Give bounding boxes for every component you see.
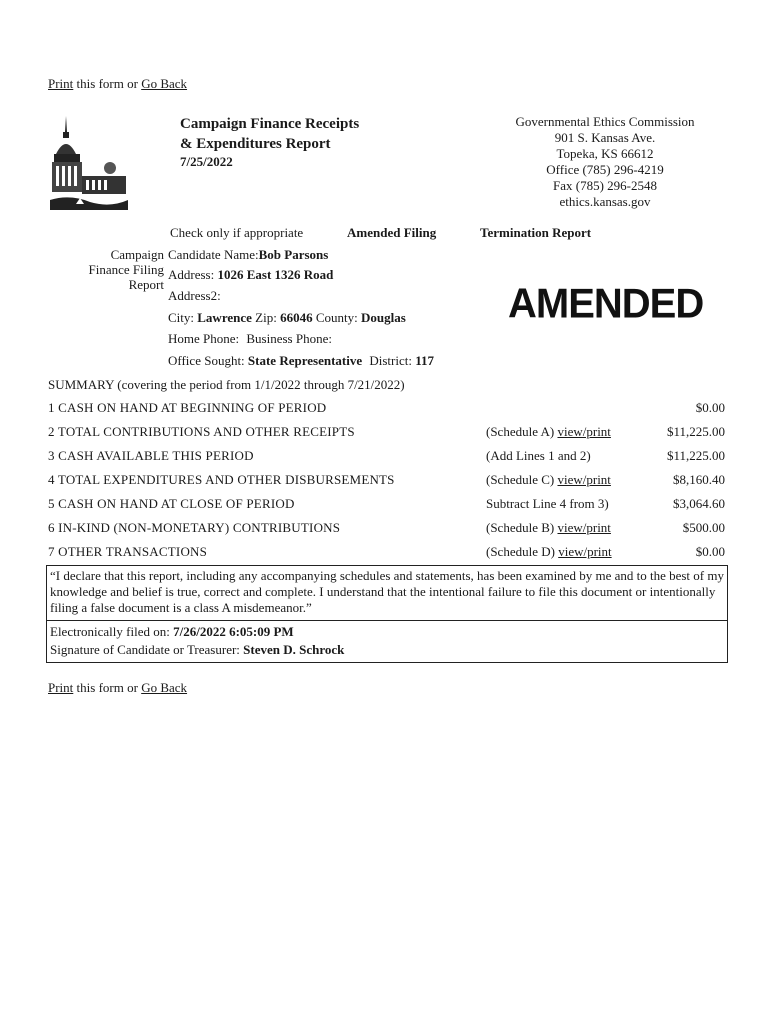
bottom-nav-middle-text: this form or (76, 680, 138, 695)
report-date: 7/25/2022 (180, 154, 233, 169)
bottom-print-form-link[interactable]: Print (48, 680, 74, 695)
office-sought-row (168, 353, 434, 369)
district-value: 117 (415, 353, 435, 368)
signature-row (50, 642, 344, 658)
summary-line-1-label: 1 CASH ON HAND AT BEGINNING OF PERIOD (48, 400, 327, 415)
schedule-d-view-print-link[interactable]: view/print (558, 544, 612, 559)
summary-line-5-note: Subtract Line 4 from 3) (486, 496, 609, 511)
county-value: Douglas (360, 310, 406, 325)
summary-line-1-amount: $0.00 (695, 400, 725, 415)
summary-line-2-schedule (486, 424, 611, 440)
top-nav (48, 76, 187, 92)
agency-web: ethics.kansas.gov (559, 194, 651, 209)
declaration-divider (47, 620, 727, 621)
business-phone-label: Business Phone: (246, 331, 332, 346)
summary-line-6-amount: $500.00 (682, 520, 725, 535)
bottom-nav (48, 680, 187, 696)
zip-label: Zip: (255, 310, 277, 325)
nav-middle-text: this form or (76, 76, 138, 91)
summary-line-6-schedule (486, 520, 611, 536)
office-sought-value: State Representative (247, 353, 363, 368)
agency-address (486, 114, 724, 210)
agency-office-phone: Office (785) 296-4219 (546, 162, 664, 177)
summary-line-4-schedule (486, 472, 611, 488)
schedule-d-label: (Schedule D) (486, 544, 555, 559)
office-sought-label: Office Sought: (168, 353, 245, 368)
report-title-line2: & Expenditures Report (180, 136, 331, 152)
address2-label: Address2: (168, 288, 221, 303)
bottom-go-back-link[interactable]: Go Back (141, 680, 188, 695)
summary-heading: SUMMARY (covering the period from 1/1/2022 through 7/21/2022) (48, 377, 405, 392)
summary-line-7-label: 7 OTHER TRANSACTIONS (48, 544, 208, 559)
filed-on-row (50, 624, 294, 640)
summary-line-7-amount: $0.00 (695, 544, 725, 559)
schedule-c-view-print-link[interactable]: view/print (557, 472, 611, 487)
agency-street: 901 S. Kansas Ave. (554, 130, 656, 145)
summary-line-2-amount: $11,225.00 (666, 424, 725, 439)
filed-on-label: Electronically filed on: (50, 624, 170, 639)
signature-value: Steven D. Schrock (243, 642, 345, 657)
schedule-b-label: (Schedule B) (486, 520, 555, 535)
signature-label: Signature of Candidate or Treasurer: (50, 642, 240, 657)
agency-city-state: Topeka, KS 66612 (556, 146, 654, 161)
city-row (168, 310, 406, 326)
summary-line-3-amount: $11,225.00 (666, 448, 725, 463)
report-title (180, 114, 359, 154)
address-value: 1026 East 1326 Road (217, 267, 334, 282)
amended-stamp: AMENDED (508, 280, 704, 328)
agency-fax: Fax (785) 296-2548 (553, 178, 657, 193)
report-title-line1: Campaign Finance Receipts (180, 116, 360, 132)
termination-report-label: Termination Report (480, 225, 592, 240)
summary-line-4-amount: $8,160.40 (673, 472, 725, 487)
schedule-a-view-print-link[interactable]: view/print (557, 424, 611, 439)
summary-line-5-amount: $3,064.60 (673, 496, 725, 511)
county-label: County: (315, 310, 358, 325)
kansas-capitol-seal-icon (50, 114, 130, 214)
zip-value: 66046 (280, 310, 313, 325)
amended-filing-label: Amended Filing (347, 225, 437, 240)
address2-row (168, 288, 221, 304)
summary-line-4-label: 4 TOTAL EXPENDITURES AND OTHER DISBURSEMENTS (48, 472, 395, 487)
agency-name: Governmental Ethics Commission (515, 114, 695, 129)
check-label: Check only if appropriate (170, 225, 304, 240)
schedule-b-view-print-link[interactable]: view/print (557, 520, 611, 535)
summary-line-2-label: 2 TOTAL CONTRIBUTIONS AND OTHER RECEIPTS (48, 424, 355, 439)
summary-line-6-label: 6 IN-KIND (NON-MONETARY) CONTRIBUTIONS (48, 520, 341, 535)
city-value: Lawrence (197, 310, 252, 325)
candidate-name-value: Bob Parsons (258, 247, 329, 262)
filed-on-value: 7/26/2022 6:05:09 PM (173, 624, 294, 639)
schedule-a-label: (Schedule A) (486, 424, 555, 439)
go-back-link[interactable]: Go Back (141, 76, 188, 91)
address-label: Address: (168, 267, 215, 282)
phone-row (168, 331, 332, 347)
summary-line-3-note: (Add Lines 1 and 2) (486, 448, 591, 463)
address-row (168, 267, 333, 283)
declaration-text: “I declare that this report, including any accompanying schedules and statements, has been examined by me and to the best of my knowledge and belief is true, correct and complete. I understand that the intentional failure to file this document or intentionally filing a false document is a class A misdemeanor.” (50, 568, 724, 615)
summary-line-5-label: 5 CASH ON HAND AT CLOSE OF PERIOD (48, 496, 295, 511)
declaration-box (46, 565, 728, 663)
schedule-c-label: (Schedule C) (486, 472, 555, 487)
candidate-name-label: Candidate Name: (168, 247, 259, 262)
candidate-name-row (168, 247, 328, 263)
print-form-link[interactable]: Print (48, 76, 74, 91)
summary-line-3-label: 3 CASH AVAILABLE THIS PERIOD (48, 448, 254, 463)
city-label: City: (168, 310, 195, 325)
home-phone-label: Home Phone: (168, 331, 240, 346)
summary-line-7-schedule (486, 544, 612, 560)
district-label: District: (369, 353, 412, 368)
campaign-finance-side-label: Campaign Finance Filing Report (88, 247, 164, 292)
